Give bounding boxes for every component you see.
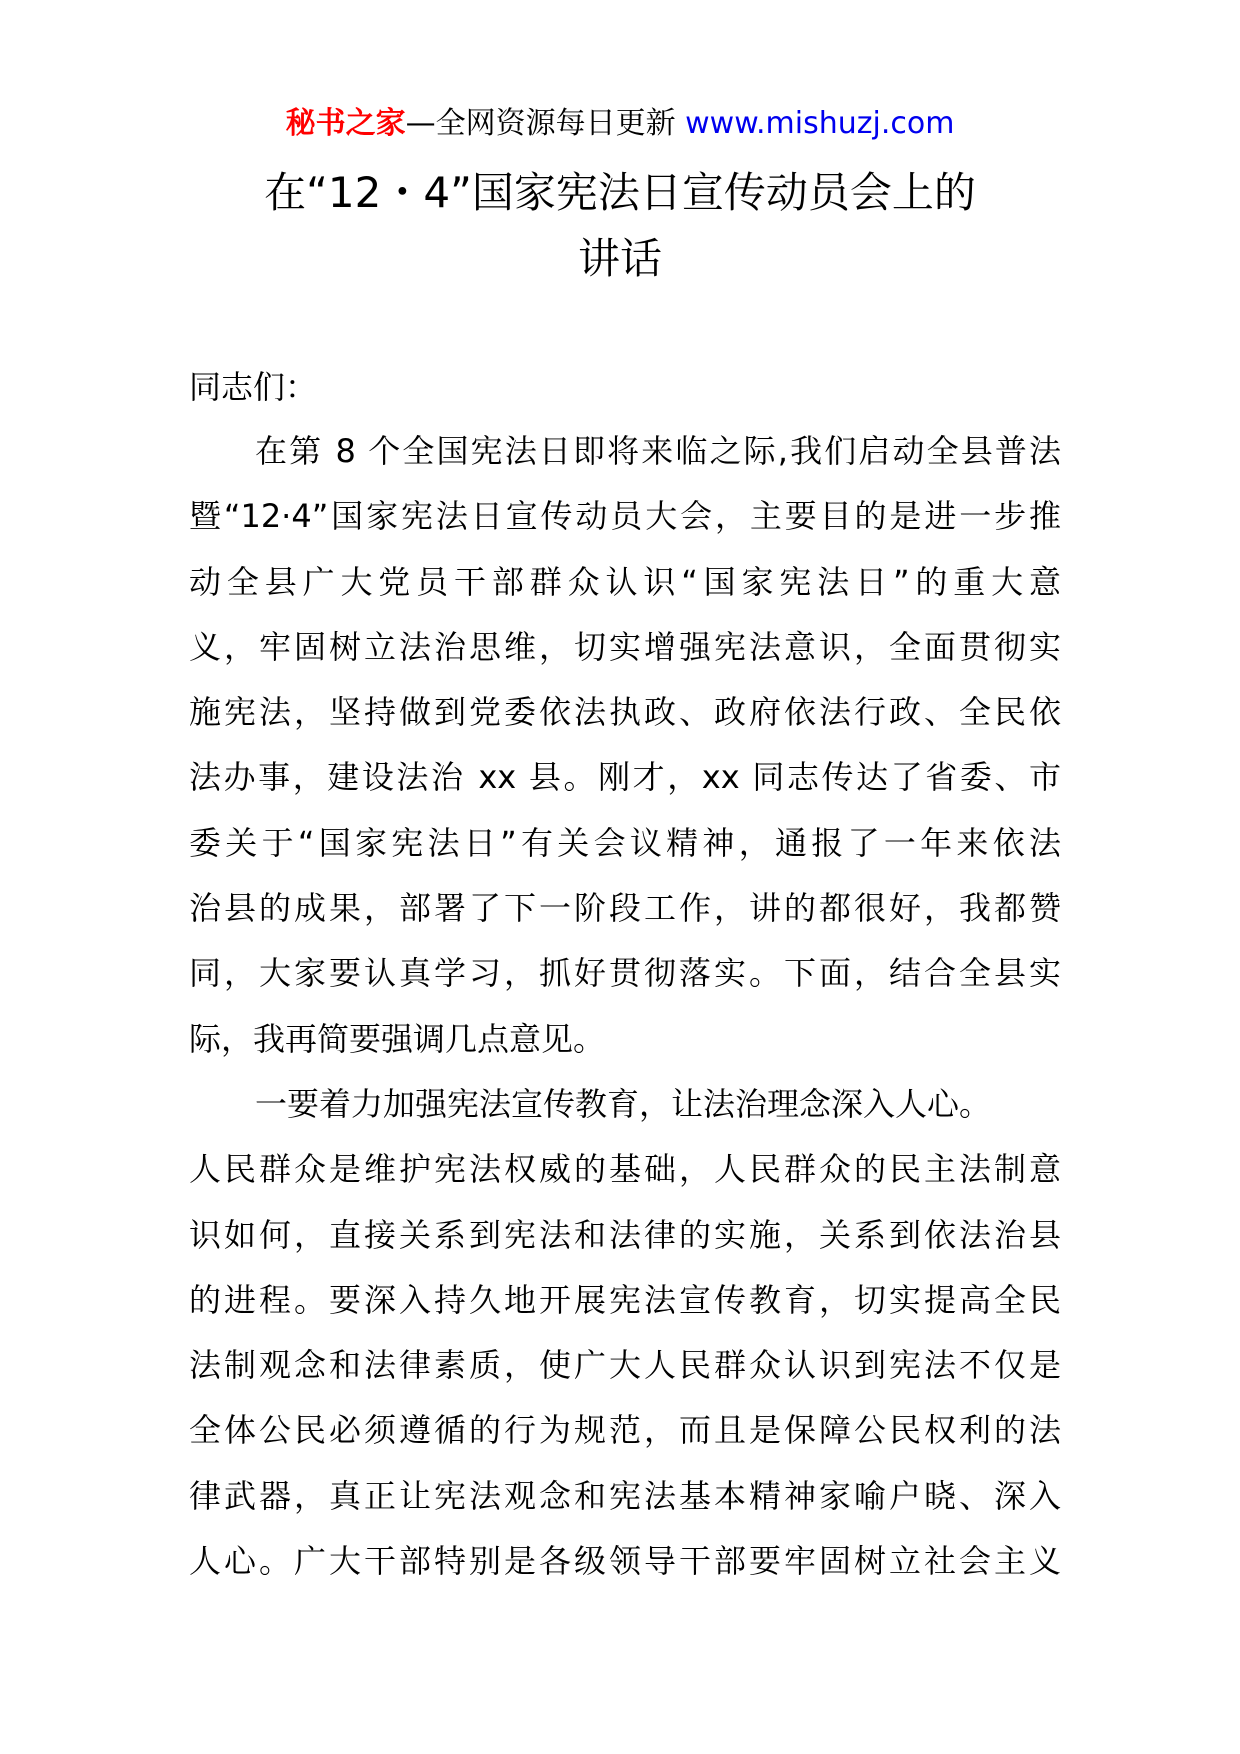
body-line: 动全县广大党员干部群众认识“国家宪法日”的重大意 <box>189 562 1061 601</box>
body-line: 人民群众是维护宪法权威的基础，人民群众的民主法制意 <box>189 1150 1061 1189</box>
body-line: 委关于“国家宪法日”有关会议精神，通报了一年来依法 <box>189 823 1061 862</box>
body-line: 法办事，建设法治 xx 县。刚才，xx 同志传达了省委、市 <box>189 758 1061 797</box>
body-line: 施宪法，坚持做到党委依法执政、政府依法行政、全民依 <box>189 693 1061 732</box>
body-line: 的进程。要深入持久地开展宪法宣传教育，切实提高全民 <box>189 1280 1061 1319</box>
body-line: 在第 8 个全国宪法日即将来临之际,我们启动全县普法 <box>255 432 1061 470</box>
brand-name: 秘书之家 <box>285 106 406 141</box>
body-line: 法制观念和法律素质，使广大人民群众认识到宪法不仅是 <box>189 1346 1061 1385</box>
body-line: 义，牢固树立法治思维，切实增强宪法意识，全面贯彻实 <box>189 627 1061 666</box>
body-line: 全体公民必须遵循的行为规范，而且是保障公民权利的法 <box>189 1411 1061 1450</box>
body-line: 同，大家要认真学习，抓好贯彻落实。下面，结合全县实 <box>189 954 1061 993</box>
body-line: 人心。广大干部特别是各级领导干部要牢固树立社会主义 <box>189 1542 1061 1581</box>
document-title-line-2: 讲话 <box>577 234 662 283</box>
site-url-link[interactable]: www.mishuzj.com <box>685 106 955 141</box>
body-line: 际，我再简要强调几点意见。 <box>189 1019 606 1058</box>
watermark-header <box>0 104 1240 144</box>
body-line: 律武器，真正让宪法观念和宪法基本精神家喻户晓、深入 <box>189 1476 1061 1515</box>
body-line: 一要着力加强宪法宣传教育，让法治理念深入人心。 <box>255 1084 992 1123</box>
body-line: 识如何，直接关系到宪法和法律的实施，关系到依法治县 <box>189 1215 1061 1254</box>
salutation: 同志们： <box>189 368 318 406</box>
document-title-line-1: 在“12・4”国家宪法日宣传动员会上的 <box>264 168 976 217</box>
body-line: 治县的成果，部署了下一阶段工作，讲的都很好，我都赞 <box>189 889 1061 928</box>
document-body <box>189 419 1061 1594</box>
header-tagline: —全网资源每日更新 <box>405 106 686 141</box>
body-line: 暨“12·4”国家宪法日宣传动员大会，主要目的是进一步推 <box>189 497 1061 536</box>
